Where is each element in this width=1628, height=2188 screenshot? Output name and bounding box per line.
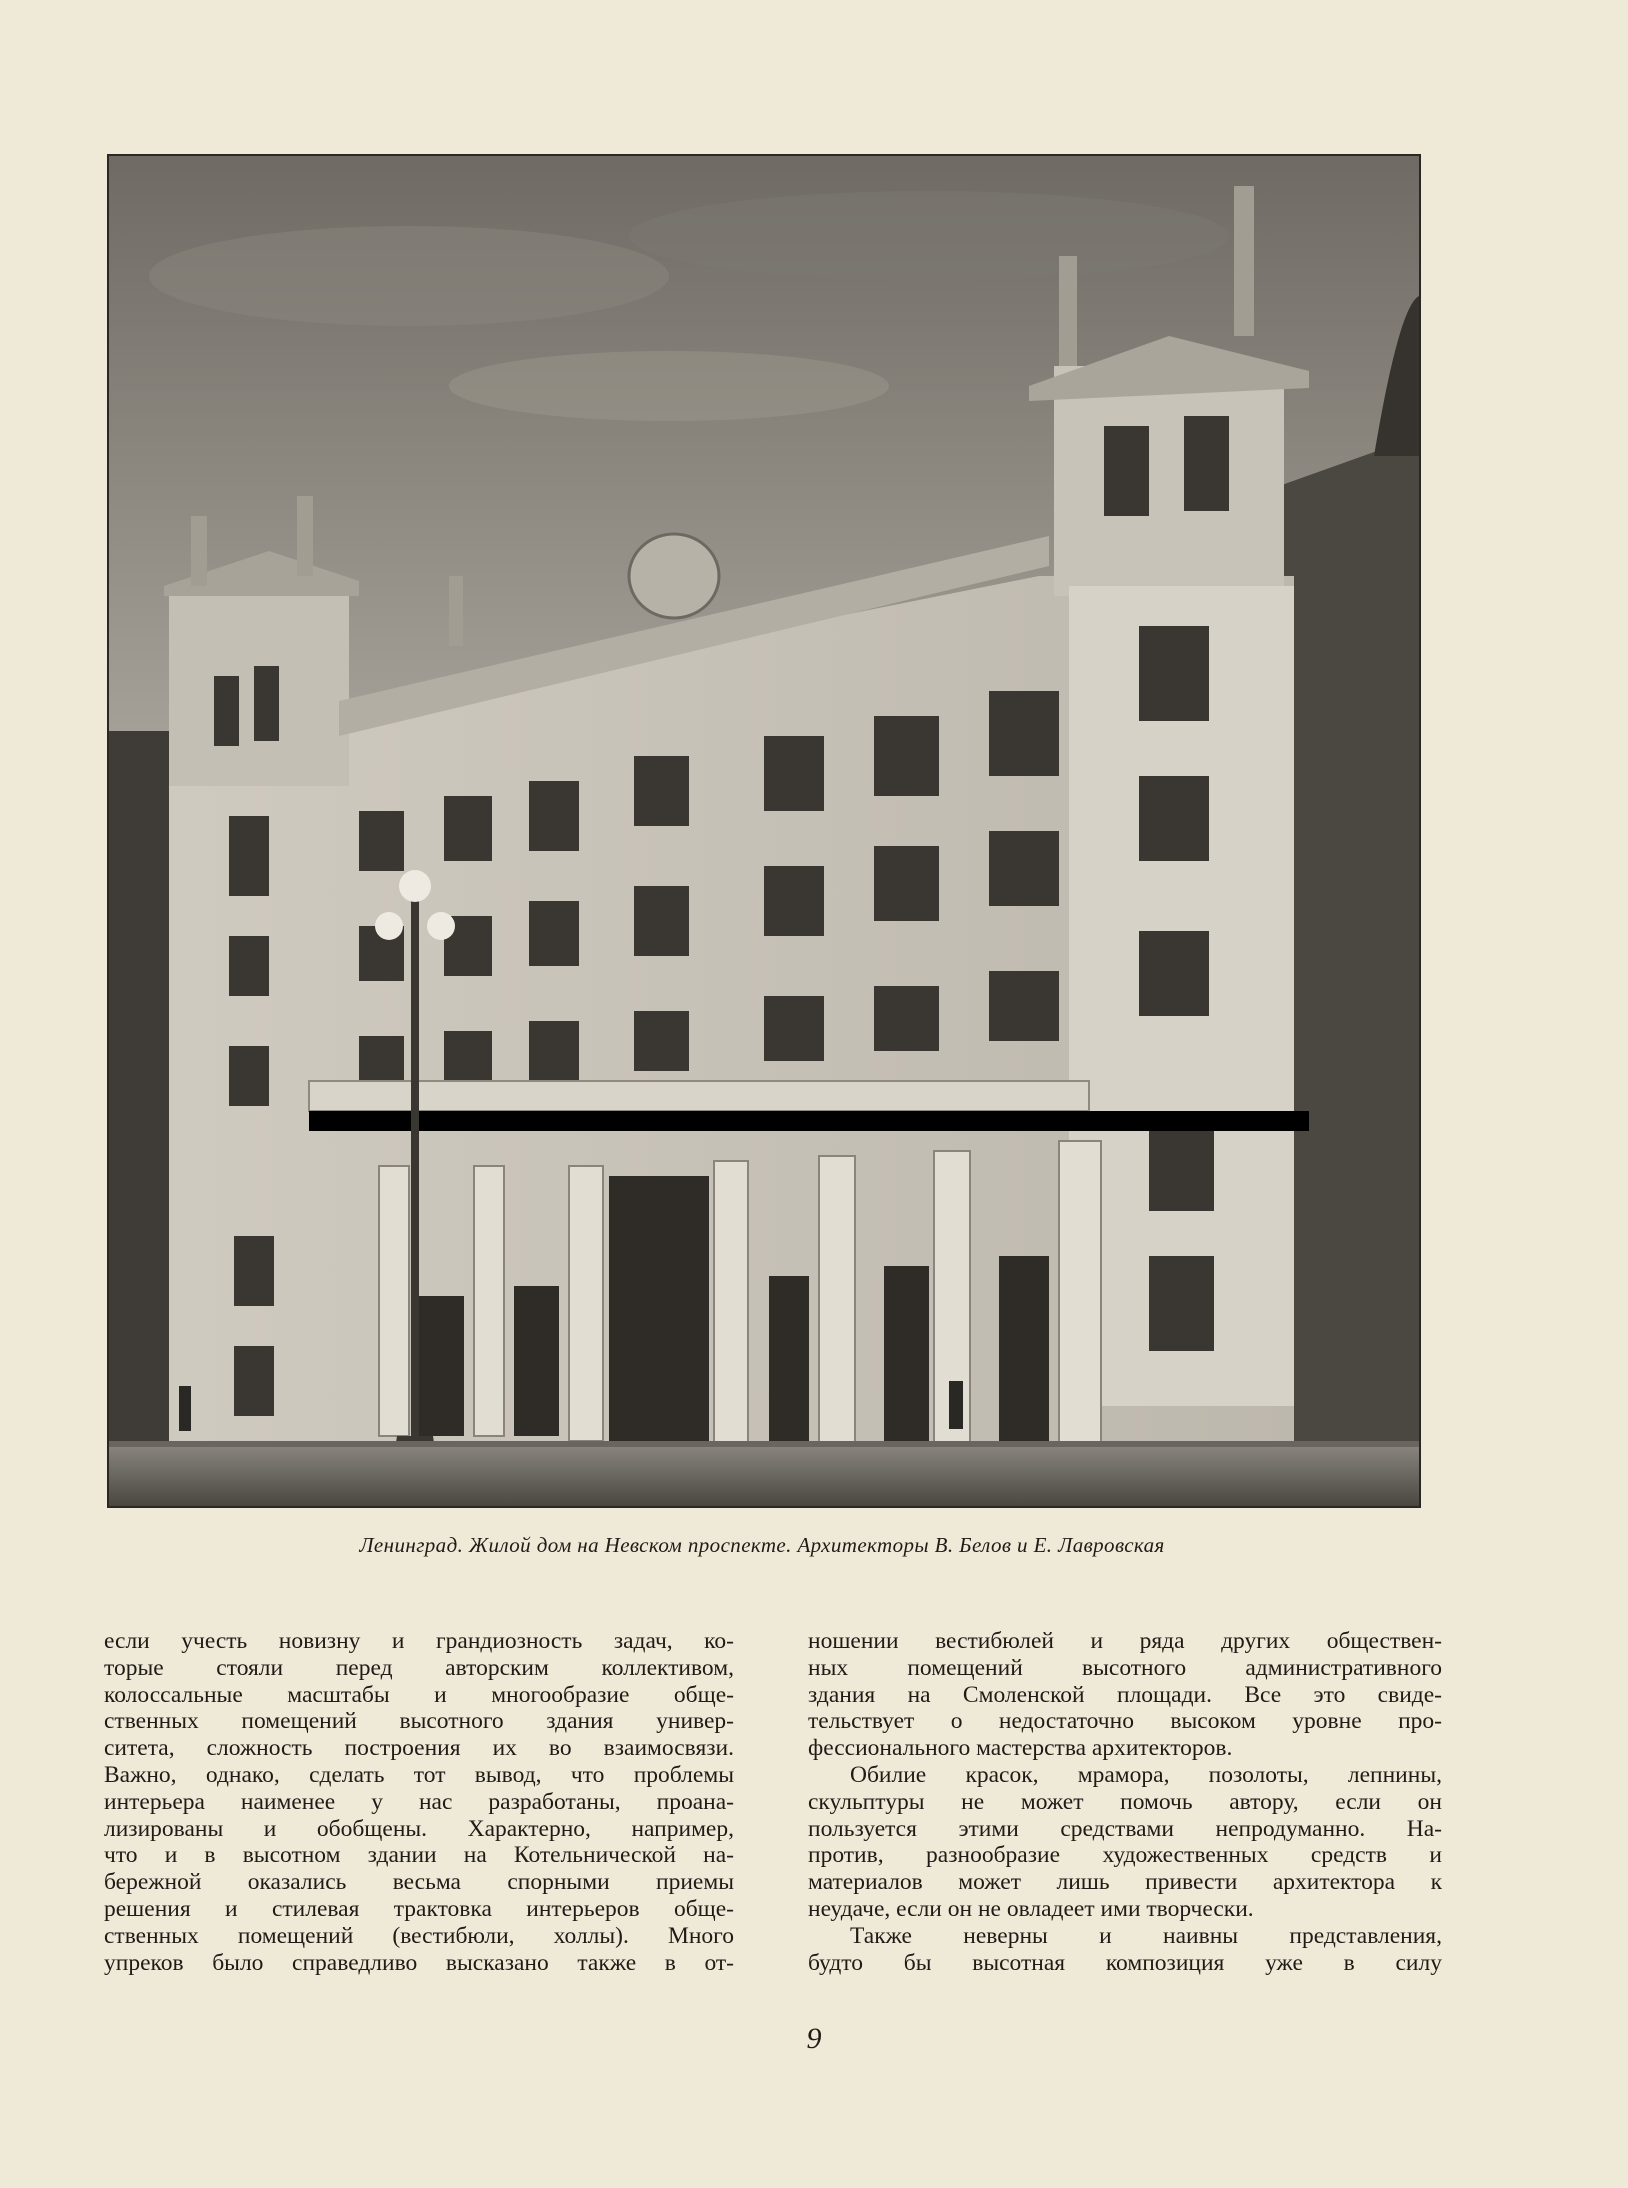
right-text-column	[808, 1628, 1442, 1976]
page-number: 9	[806, 2022, 822, 2055]
building-photograph	[107, 154, 1421, 1508]
text-line: фессионального мастерства архитекторов.	[808, 1735, 1233, 1762]
text-line: Важно, однако, сделать тот вывод, что проблемы	[104, 1761, 734, 1788]
text-line: интерьера наименее у нас разработаны, проана-	[104, 1788, 734, 1815]
text-line: ных помещений высотного административного	[808, 1654, 1442, 1681]
text-line: торые стояли перед авторским коллективом,	[104, 1654, 734, 1681]
text-line: ственных помещений (вестибюли, холлы). Много	[104, 1922, 734, 1949]
facade-illustration	[109, 156, 1419, 1506]
text-line: ношении вестибюлей и ряда других обществен-	[808, 1628, 1442, 1654]
text-line: ситета, сложность построения их во взаимосвязи.	[104, 1735, 734, 1762]
text-line: против, разнообразие художественных средств и	[808, 1842, 1442, 1869]
text-line: тельствует о недостаточно высоком уровне про-	[808, 1708, 1442, 1735]
text-line: бережной оказались весьма спорными приемы	[104, 1869, 734, 1896]
text-line: колоссальные масштабы и многообразие обще-	[104, 1681, 734, 1708]
text-line: неудаче, если он не овладеет ими творчески.	[808, 1895, 1254, 1922]
text-line: ственных помещений высотного здания универ-	[104, 1708, 734, 1735]
photo-caption: Ленинград. Жилой дом на Невском проспекте. Архитекторы В. Белов и Е. Лавровская	[359, 1533, 1165, 1557]
paragraph-start-line: Также неверны и наивны представления,	[850, 1922, 1442, 1949]
text-line: лизированы и обобщены. Характерно, например,	[104, 1815, 734, 1842]
text-line: пользуется этими средствами непродуманно. На-	[808, 1815, 1442, 1842]
text-line: что и в высотном здании на Котельнической на-	[104, 1842, 734, 1869]
text-line: решения и стилевая трактовка интерьеров обще-	[104, 1895, 734, 1922]
left-text-column	[104, 1628, 734, 1976]
text-line: материалов может лишь привести архитектора к	[808, 1869, 1442, 1896]
text-line: упреков было справедливо высказано также в от-	[104, 1949, 734, 1976]
text-line: будто бы высотная композиция уже в силу	[808, 1949, 1442, 1976]
paragraph-start-line: Обилие красок, мрамора, позолоты, лепнины,	[850, 1761, 1442, 1788]
text-line: скульптуры не может помочь автору, если он	[808, 1788, 1442, 1815]
text-line: здания на Смоленской площади. Все это свиде-	[808, 1681, 1442, 1708]
text-line: если учесть новизну и грандиозность задач, ко-	[104, 1628, 734, 1654]
